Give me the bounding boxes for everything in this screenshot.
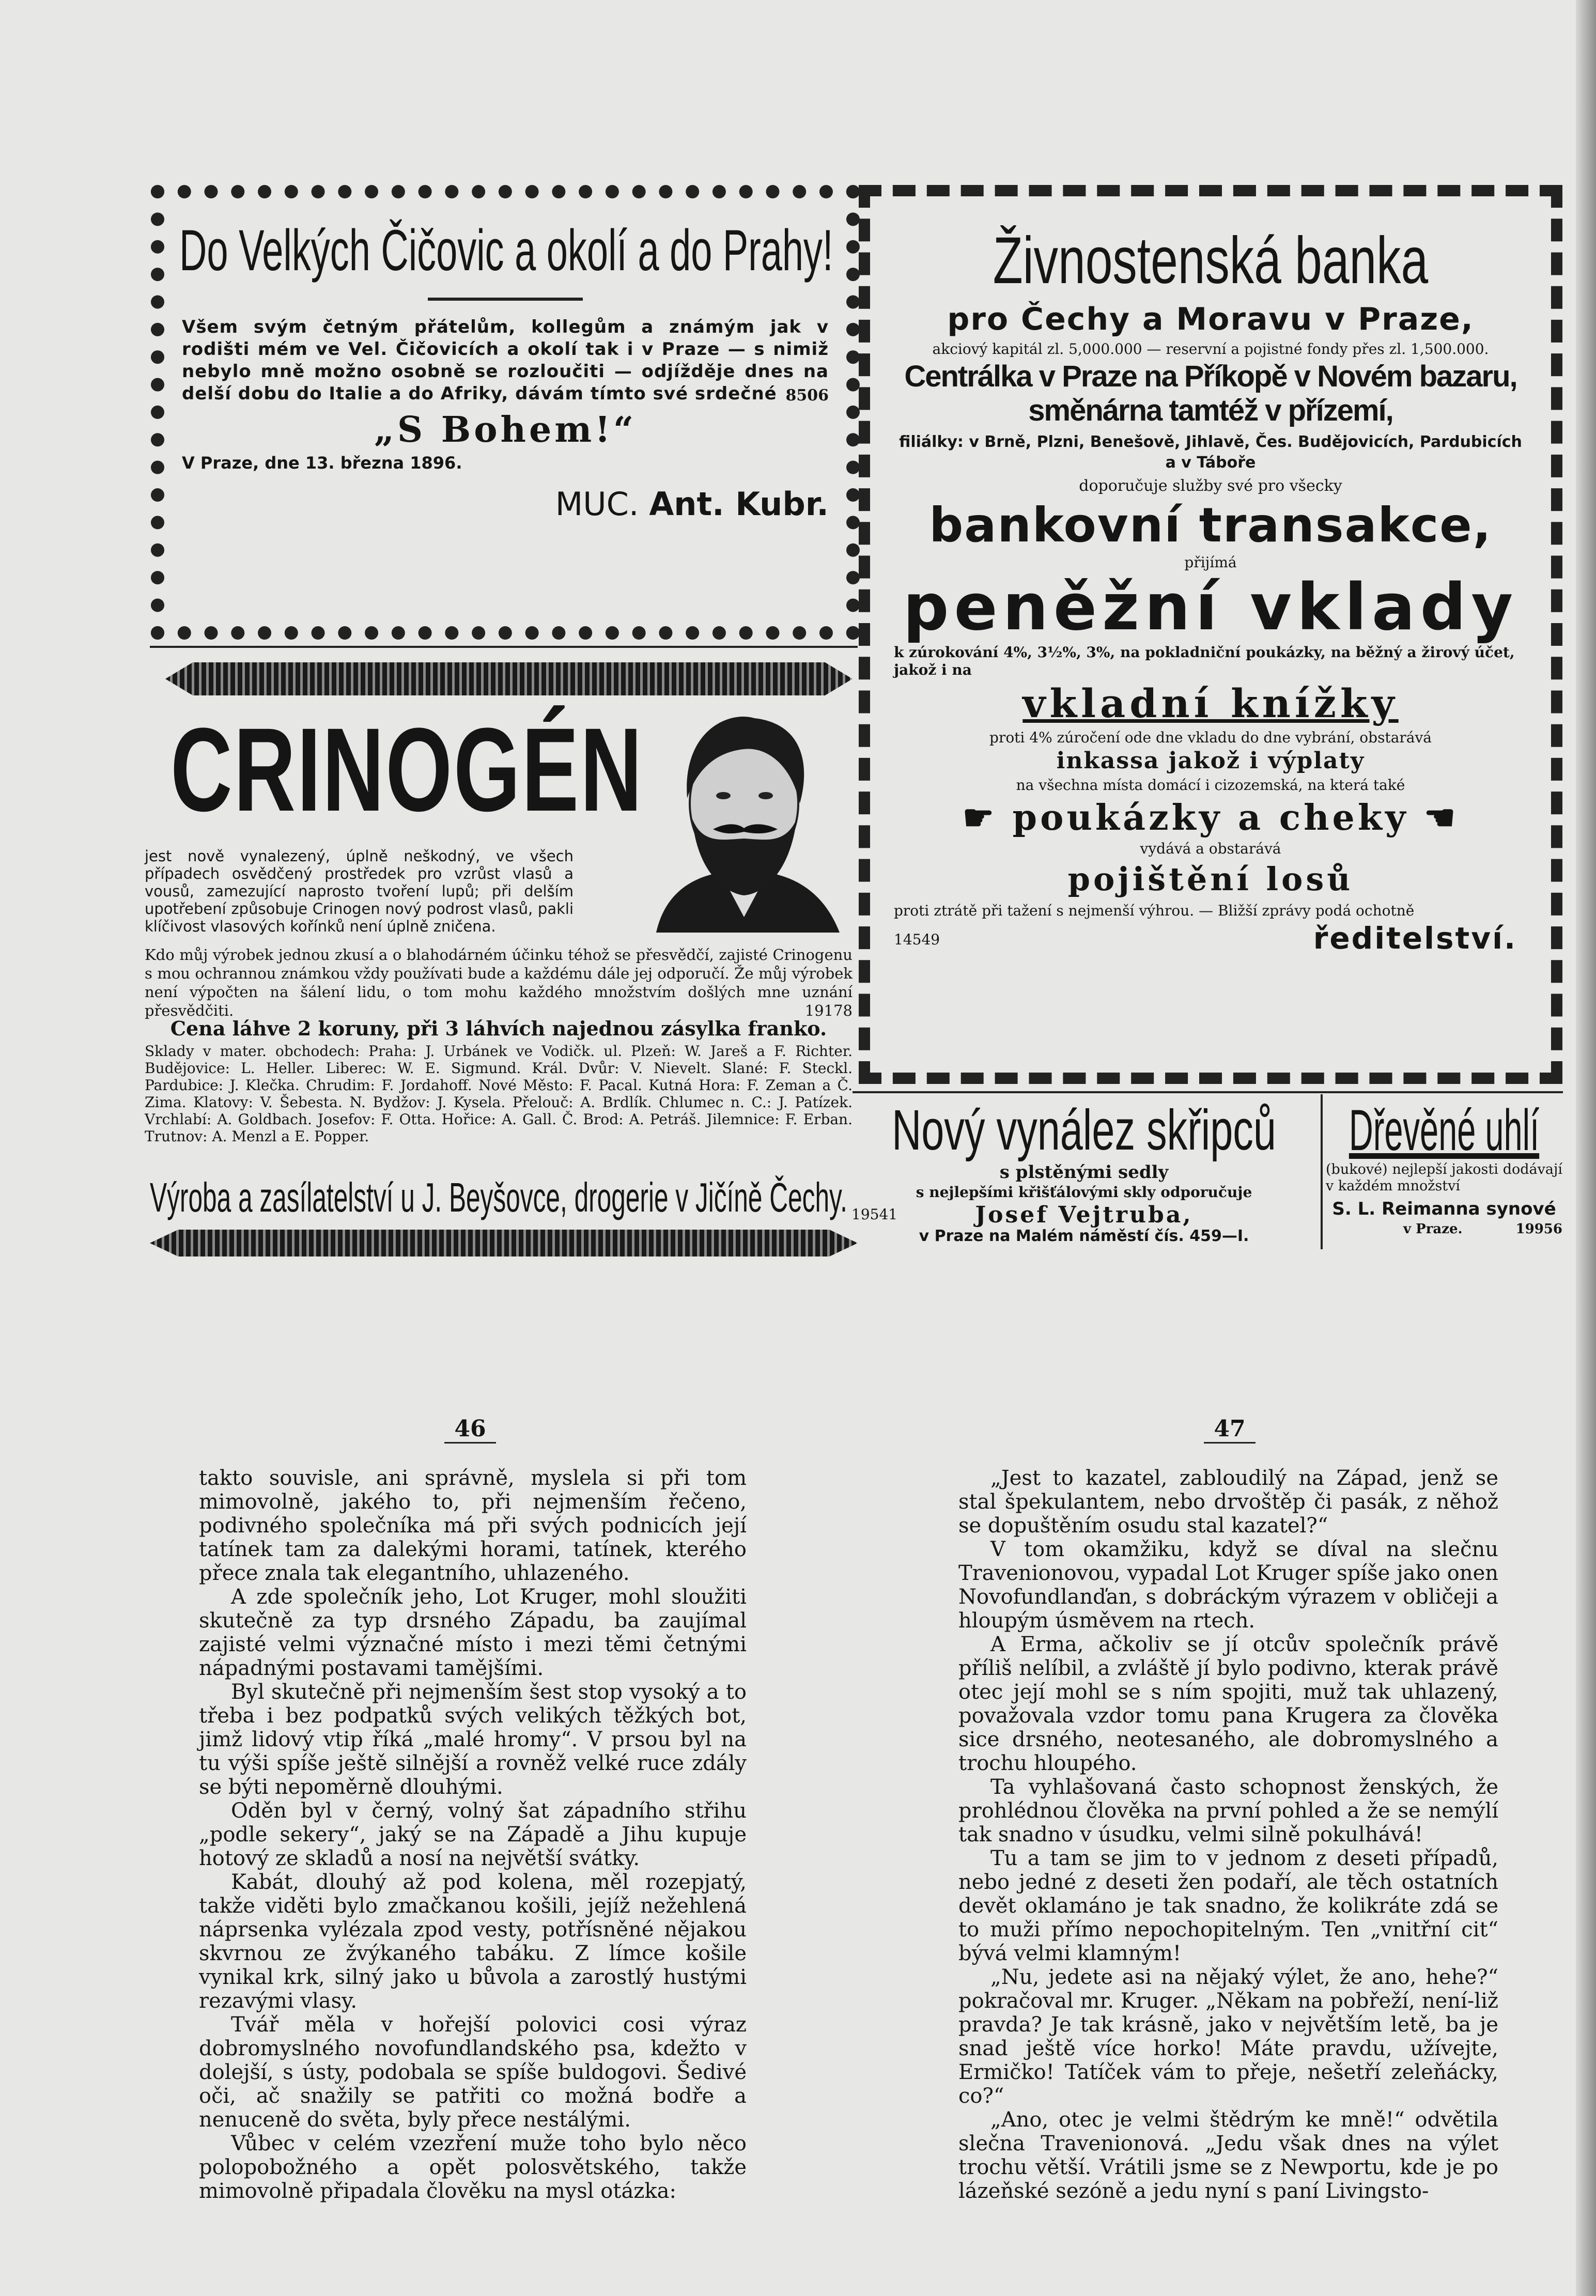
story-column-left (199, 1466, 747, 2203)
story-left-paragraph: Oděn byl v černý, volný šat západního střihu „podle sekery“, jaký se na Západě a Jihu kupuje hotový ze skladů a nosí na největší svátky. (199, 1799, 747, 1870)
ad-cicovice-farewell: „S Bohem!“ (374, 409, 637, 451)
ad-cicovice-divider (428, 298, 583, 301)
bank-collection: inkassa jakož i výplaty (1056, 748, 1365, 774)
violin-name: Josef Vejtruba, (975, 1202, 1193, 1228)
violin-name-row (851, 1202, 1316, 1227)
bank-cheques-label: poukázky a cheky (1012, 797, 1409, 839)
charcoal-footer (1326, 1221, 1562, 1240)
crinogen-price: Cena láhve 2 koruny, při 3 láhvích najednou zásylka franko. (170, 1017, 827, 1040)
bank-ref: 14549 (894, 931, 940, 948)
charcoal-place: v Praze. (1403, 1221, 1463, 1237)
ad-cicovice-ref: 8506 (785, 386, 829, 405)
ad-cicovice-signature-name: Ant. Kubr. (649, 485, 829, 523)
crinogen-top-band (165, 662, 853, 695)
ad-cicovice-body: Všem svým četným přátelům, kollegům a známým jak v rodišti mém ve Vel. Čičovicích a okolí tak i v Praze — s nimiž nebylo mně možno osobně se rozloučiti — odjížděje dnes na delší dobu do Italie a do Afriky, dávám tímto své srdečné (182, 317, 829, 404)
ad-cicovice-headline: Do Velkých Čičovic a okolí a do Prahy! (179, 218, 833, 283)
bank-interest: k zúrokování 4%, 3½%, 3%, na pokladniční poukázky, na běžný a žirový účet, jakož i na (894, 644, 1515, 678)
story-right-paragraph: Ta vyhlašovaná často schopnost ženských, že prohlédnou člověka na první pohled a že se nemýlí tak snadno v úsudku, velmi silně pokulhává! (958, 1775, 1498, 1847)
bank-subtitle: pro Čechy a Moravu v Praze, (947, 301, 1474, 337)
charcoal-ref: 19956 (1515, 1221, 1562, 1237)
story-right-paragraph: „Nu, jedete asi na nějaký výlet, že ano, hehe?“ pokračoval mr. Kruger. „Někam na pobřeží, není-liž pravda? Je tak krásně, jako v největším letě, ba je snad ještě více horko! Máte pravdu, užívejte, Ermičko! Tatíček vám to přeje, nešetří zeleňácky, co?“ (958, 1965, 1498, 2108)
violin-line2: s nejlepšími křišťálovými skly odporučuje (916, 1184, 1252, 1201)
story-left-paragraph: Kabát, dlouhý až pod kolena, měl rozepjatý, takže viděti bylo zmačkanou košili, jejíž nežehlená náprsenka vylézala zpod vesty, potřísněné nějakou skvrnou ze žvýkaného tabáku. Z límce košile vynikal krk, silný jako u bůvola a zarostlý hustými rezavými vlasy. (199, 1870, 747, 2013)
ad-charcoal (1326, 1099, 1562, 1254)
story-right-paragraph: A Erma, ačkoliv se jí otcův společník právě příliš nelíbil, a zvláště jí bylo podivno, kterak právě otec její mohl se s ním spojiti, muž tak uhlazený, považovala vzdor tomu pana Krugera za člověka sice drsného, neotesaného, ale dobromyslného a trochu hloupého. (958, 1633, 1498, 1775)
pointing-hand-left-icon: ☚ (1408, 797, 1459, 839)
charcoal-body: (bukové) nejlepší jakosti dodávají v každém množství (1326, 1161, 1562, 1194)
bank-booklets: vkladní knížky (1022, 680, 1399, 726)
ad-violin (851, 1099, 1316, 1254)
story-left-paragraph: Byl skutečně při nejmenším šest stop vysoký a to třeba i bez podpatků svých velikých těžkých bot, jimž lidový vtip říká „malé hromy“. V prsou byl na tu výši spíše ještě silnější a rovněž velké ruce zdály se býti nepoměrně dlouhými. (199, 1680, 747, 1799)
bank-transactions: bankovní transakce, (929, 498, 1492, 553)
story-left-paragraph: takto souvisle, ani správně, myslela si při tom mimovolně, jakého to, při nejmenším řečeno, podivného společníka má při svých podnicích její tatínek tam za dalekými horami, tatínek, kterého přece znala tak elegantního, uhlazeného. (199, 1466, 747, 1585)
bank-cheques (894, 796, 1527, 840)
bank-places: na všechna místa domácí i cizozemská, na která také (1016, 777, 1405, 794)
story-right-paragraph: V tom okamžiku, když se díval na slečnu Travenionovou, vypadal Lot Kruger spíše jako onen Novofundlanďan, s dobráckým výrazem v obličeji a hloupým úsměvem na rtech. (958, 1538, 1498, 1633)
page-edge-right (1576, 0, 1596, 2296)
charcoal-firm: S. L. Reimanna synové (1332, 1199, 1556, 1219)
ad-cicovice-place-date: V Praze, dne 13. března 1896. (182, 453, 462, 473)
bank-insurance-terms: proti ztrátě při tažení s nejmenší výhrou. — Bližší zprávy podá ochotně (894, 902, 1415, 919)
page-number-left: 46 (444, 1416, 496, 1444)
crinogen-brand: CRINOGÉN (171, 703, 644, 836)
page-number-right: 47 (1204, 1416, 1256, 1444)
crinogen-notice (145, 945, 853, 1020)
crinogen-portrait-image (636, 700, 853, 933)
bank-insurance: pojištění losů (1067, 860, 1354, 898)
charcoal-headline: Dřevěné uhlí (1349, 1098, 1540, 1162)
ad-bank-content (894, 222, 1527, 1059)
section-divider-left (150, 646, 858, 648)
pointing-hand-icon: ☛ (962, 797, 1013, 839)
crinogen-ref: 19178 (804, 1002, 853, 1019)
story-right-paragraph: „Ano, otec je velmi štědrým ke mně!“ odvětila slečna Travenionová. „Jedu však dnes na výlet trochu větší. Vrátili jsme se z Newportu, kde je po lázeňské sezóně a jedu nyní s paní Livingsto- (958, 2108, 1498, 2203)
bank-accepts: přijímá (1184, 554, 1237, 571)
crinogen-stockists: Sklady v mater. obchodech: Praha: J. Urbánek ve Vodičk. ul. Plzeň: W. Jareš a F. Richter. Budějovice: L. Heller. Liberec: W. E. Sigmund. Král. Dvůr: V. Nievelt. Slané: F. Steckl. Pardubice: J. Klečka. Chrudim: F. Jordahoff. Nové Město: F. Pacal. Kutná Hora: F. Zeman a Č. Zima. Klatovy: V. Šebesta. N. Bydžov: J. Kysela. Přelouč: A. Brdlík. Chlumec n. C.: J. Patízek. Vrchlabí: A. Goldbach. Josefov: F. Otta. Hořice: A. Gall. Č. Brod: A. Petráš. Jilemnice: F. Erban. Trutnov: A. Menzl a E. Popper. (145, 1043, 853, 1145)
crinogen-bottom-band (150, 1230, 858, 1256)
violin-line1: s plstěnými sedly (999, 1162, 1169, 1183)
crinogen-intro: jest nově vynalezený, úplně neškodný, ve všech případech osvědčený prostředek pro vzrůst vlasů a vousů, zamezující naprosto tvoření lupů; při delším upotřebení způsobuje Crinogen nový podrost vlasů, pakli klíčivost vlasových kořínků není úplně zničena. (145, 847, 574, 935)
bank-directorate: ředitelství. (1313, 921, 1517, 956)
violin-ref: 19541 (851, 1206, 898, 1223)
bank-footer (894, 921, 1527, 962)
bank-booklet-terms: proti 4% zúročení ode dne vkladu do dne vybrání, obstarává (989, 729, 1432, 746)
story-right-paragraph: Tu a tam se jim to v jednom z deseti případů, nebo jedné z deseti žen podaří, ale těch ostatních devět oklamáno je tak snadno, že kolikráte zdá se to muži přímo nepochopitelným. Ten „vnitřní cit“ bývá velmi klamným! (958, 1847, 1498, 1965)
bank-hq: Centrálka v Praze na Příkopě v Novém bazaru, směnárna tamtéž v přízemí, (904, 360, 1517, 427)
bank-branches: filiálky: v Brně, Plzni, Benešově, Jihlavě, Čes. Budějovicích, Pardubicích a v Táboře (899, 433, 1522, 472)
story-left-paragraph: Vůbec v celém vzezření muže toho bylo něco polopobožného a opět polosvětského, takže mimovolně připadala člověku na mysl otázka: (199, 2132, 747, 2203)
violin-headline: Nový vynález skřipců (892, 1098, 1276, 1162)
bank-title: Živnostenská banka (993, 224, 1429, 298)
ad-cicovice-signature (182, 485, 829, 523)
story-left-paragraph: A zde společník jeho, Lot Kruger, mohl sloužiti skutečně za typ drsného Západu, ba zaujímal zajisté velmi význačné místo i mezi těmi četnými nápadnými postavami tamějšími. (199, 1585, 747, 1680)
crinogen-notice-text: Kdo můj výrobek jednou zkusí a o blahodárném účinku téhož se přesvědčí, zajisté Crinogenu s mou ochrannou známkou vždy používati bude a každému dále jej odporučí. Že můj výrobek není výpočten na šálení lidu, o tom mohu každého množstvím došlých mne uznání přesvědčiti. (145, 946, 853, 1019)
ads-divider-top (853, 1091, 1563, 1093)
bank-issues: vydává a obstarává (1140, 840, 1281, 857)
story-right-paragraph: „Jest to kazatel, zabloudilý na Západ, jenž se stal špekulantem, nebo drvoštěp či pasák, z něhož se dopuštěním osudu stal kazatel?“ (958, 1466, 1498, 1538)
bank-capital: akciový kapitál zl. 5,000.000 — reservní a pojistné fondy přes zl. 1,500.000. (932, 340, 1489, 358)
ad-cicovice-signature-title: MUC. (555, 485, 639, 523)
bank-deposits: peněžní vklady (903, 570, 1518, 645)
ad-cicovice-content (179, 217, 833, 615)
story-left-paragraph: Tvář měla v hořejší polovici cosi výraz dobromyslného novofundlandského psa, kdežto v dolejší, s ústy, podobala se spíše buldogovi. Šedivé oči, ač snažily se patřiti co možná bodře a nenuceně do světa, byly přece nestálými. (199, 2013, 747, 2132)
bank-recommends: doporučuje služby své pro všecky (1079, 477, 1342, 495)
crinogen-footer: Výroba a zasílatelství u J. Beyšovce, drogerie v Jičíně Čechy. (150, 1174, 847, 1220)
story-column-right (958, 1466, 1498, 2203)
violin-address: v Praze na Malém náměstí čís. 459—I. (919, 1227, 1249, 1245)
